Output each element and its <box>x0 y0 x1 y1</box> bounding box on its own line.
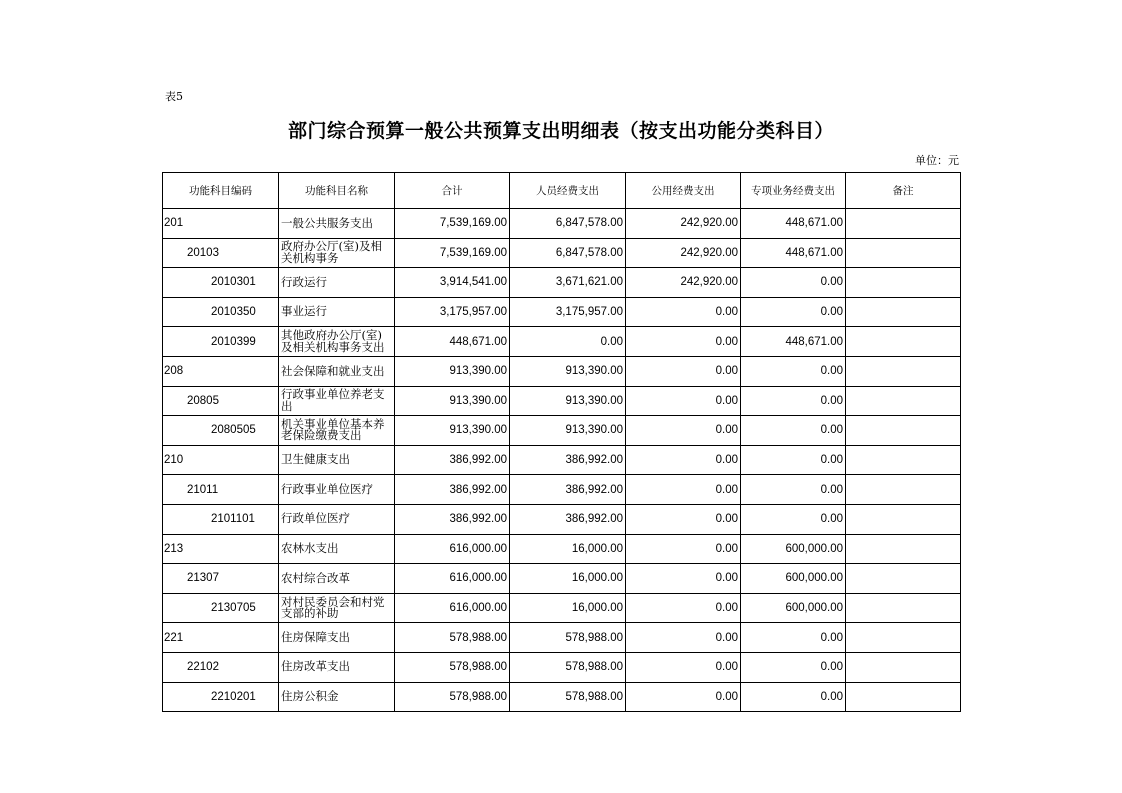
cell-total: 386,992.00 <box>395 475 510 505</box>
cell-personnel: 0.00 <box>510 327 626 357</box>
cell-name: 行政运行 <box>279 268 395 298</box>
cell-personnel: 16,000.00 <box>510 564 626 594</box>
cell-public: 0.00 <box>626 564 741 594</box>
cell-remark <box>846 445 961 475</box>
cell-remark <box>846 623 961 653</box>
cell-personnel: 913,390.00 <box>510 356 626 386</box>
cell-special: 600,000.00 <box>741 593 846 623</box>
table-tag: 表5 <box>165 90 183 103</box>
cell-code: 2101101 <box>163 504 279 534</box>
table-row <box>163 327 961 357</box>
table-row <box>163 534 961 564</box>
cell-public: 0.00 <box>626 623 741 653</box>
cell-special: 448,671.00 <box>741 209 846 239</box>
cell-total: 386,992.00 <box>395 445 510 475</box>
cell-special: 0.00 <box>741 652 846 682</box>
column-header-public: 公用经费支出 <box>626 173 741 209</box>
cell-public: 0.00 <box>626 386 741 416</box>
cell-name: 行政事业单位医疗 <box>279 475 395 505</box>
cell-remark <box>846 534 961 564</box>
cell-name: 机关事业单位基本养老保险缴费支出 <box>279 416 395 446</box>
cell-personnel: 16,000.00 <box>510 534 626 564</box>
cell-public: 0.00 <box>626 593 741 623</box>
cell-name: 卫生健康支出 <box>279 445 395 475</box>
cell-remark <box>846 268 961 298</box>
cell-code: 20103 <box>163 238 279 268</box>
table-row <box>163 623 961 653</box>
cell-personnel: 578,988.00 <box>510 682 626 712</box>
cell-special: 0.00 <box>741 504 846 534</box>
table-body <box>163 209 961 712</box>
cell-remark <box>846 475 961 505</box>
expenditure-table <box>162 172 961 712</box>
column-header-special: 专项业务经费支出 <box>741 173 846 209</box>
cell-total: 448,671.00 <box>395 327 510 357</box>
cell-special: 0.00 <box>741 416 846 446</box>
table-row <box>163 445 961 475</box>
table-row <box>163 386 961 416</box>
cell-remark <box>846 682 961 712</box>
cell-name: 农林水支出 <box>279 534 395 564</box>
cell-name: 行政事业单位养老支出 <box>279 386 395 416</box>
cell-code: 2010350 <box>163 297 279 327</box>
table-row <box>163 297 961 327</box>
cell-remark <box>846 564 961 594</box>
column-header-remark: 备注 <box>846 173 961 209</box>
cell-code: 201 <box>163 209 279 239</box>
cell-personnel: 578,988.00 <box>510 652 626 682</box>
cell-name: 住房改革支出 <box>279 652 395 682</box>
cell-code: 208 <box>163 356 279 386</box>
cell-special: 448,671.00 <box>741 238 846 268</box>
cell-public: 0.00 <box>626 297 741 327</box>
cell-total: 3,175,957.00 <box>395 297 510 327</box>
cell-special: 0.00 <box>741 445 846 475</box>
cell-public: 0.00 <box>626 652 741 682</box>
table-row <box>163 593 961 623</box>
cell-personnel: 3,671,621.00 <box>510 268 626 298</box>
cell-total: 578,988.00 <box>395 623 510 653</box>
cell-special: 0.00 <box>741 356 846 386</box>
cell-public: 0.00 <box>626 504 741 534</box>
column-header-personnel: 人员经费支出 <box>510 173 626 209</box>
cell-total: 616,000.00 <box>395 564 510 594</box>
cell-name: 对村民委员会和村党支部的补助 <box>279 593 395 623</box>
cell-name: 住房公积金 <box>279 682 395 712</box>
cell-total: 913,390.00 <box>395 356 510 386</box>
page-title: 部门综合预算一般公共预算支出明细表（按支出功能分类科目） <box>287 120 834 142</box>
cell-personnel: 16,000.00 <box>510 593 626 623</box>
cell-code: 22102 <box>163 652 279 682</box>
cell-special: 0.00 <box>741 386 846 416</box>
cell-personnel: 913,390.00 <box>510 416 626 446</box>
cell-name: 事业运行 <box>279 297 395 327</box>
cell-remark <box>846 209 961 239</box>
cell-name: 其他政府办公厅(室)及相关机构事务支出 <box>279 327 395 357</box>
cell-special: 600,000.00 <box>741 534 846 564</box>
cell-special: 0.00 <box>741 268 846 298</box>
cell-remark <box>846 593 961 623</box>
cell-code: 221 <box>163 623 279 653</box>
cell-public: 242,920.00 <box>626 268 741 298</box>
cell-total: 913,390.00 <box>395 416 510 446</box>
table-row <box>163 652 961 682</box>
cell-total: 578,988.00 <box>395 682 510 712</box>
cell-code: 20805 <box>163 386 279 416</box>
cell-total: 616,000.00 <box>395 534 510 564</box>
cell-total: 913,390.00 <box>395 386 510 416</box>
column-header-name: 功能科目名称 <box>279 173 395 209</box>
table-row <box>163 209 961 239</box>
table-row <box>163 475 961 505</box>
cell-public: 0.00 <box>626 445 741 475</box>
cell-personnel: 6,847,578.00 <box>510 238 626 268</box>
cell-name: 行政单位医疗 <box>279 504 395 534</box>
column-header-total: 合计 <box>395 173 510 209</box>
table-row <box>163 356 961 386</box>
cell-remark <box>846 504 961 534</box>
table-row <box>163 238 961 268</box>
cell-remark <box>846 327 961 357</box>
cell-special: 0.00 <box>741 475 846 505</box>
cell-code: 2080505 <box>163 416 279 446</box>
cell-remark <box>846 297 961 327</box>
cell-code: 213 <box>163 534 279 564</box>
cell-name: 住房保障支出 <box>279 623 395 653</box>
cell-special: 448,671.00 <box>741 327 846 357</box>
cell-code: 2010301 <box>163 268 279 298</box>
cell-name: 政府办公厅(室)及相关机构事务 <box>279 238 395 268</box>
cell-special: 0.00 <box>741 297 846 327</box>
cell-total: 7,539,169.00 <box>395 238 510 268</box>
cell-remark <box>846 356 961 386</box>
cell-special: 0.00 <box>741 623 846 653</box>
table-row <box>163 504 961 534</box>
cell-code: 2130705 <box>163 593 279 623</box>
cell-code: 2210201 <box>163 682 279 712</box>
cell-name: 社会保障和就业支出 <box>279 356 395 386</box>
cell-personnel: 386,992.00 <box>510 445 626 475</box>
cell-total: 616,000.00 <box>395 593 510 623</box>
cell-remark <box>846 386 961 416</box>
cell-remark <box>846 238 961 268</box>
cell-code: 21011 <box>163 475 279 505</box>
cell-personnel: 386,992.00 <box>510 475 626 505</box>
column-header-code: 功能科目编码 <box>163 173 279 209</box>
cell-personnel: 386,992.00 <box>510 504 626 534</box>
table-row <box>163 682 961 712</box>
cell-public: 242,920.00 <box>626 238 741 268</box>
table-row <box>163 268 961 298</box>
cell-code: 2010399 <box>163 327 279 357</box>
cell-public: 242,920.00 <box>626 209 741 239</box>
cell-name: 一般公共服务支出 <box>279 209 395 239</box>
cell-remark <box>846 416 961 446</box>
cell-code: 21307 <box>163 564 279 594</box>
cell-special: 600,000.00 <box>741 564 846 594</box>
cell-total: 3,914,541.00 <box>395 268 510 298</box>
cell-public: 0.00 <box>626 475 741 505</box>
cell-public: 0.00 <box>626 356 741 386</box>
cell-personnel: 6,847,578.00 <box>510 209 626 239</box>
cell-total: 7,539,169.00 <box>395 209 510 239</box>
cell-public: 0.00 <box>626 416 741 446</box>
cell-personnel: 913,390.00 <box>510 386 626 416</box>
table-header-row <box>163 173 961 209</box>
cell-personnel: 578,988.00 <box>510 623 626 653</box>
cell-code: 210 <box>163 445 279 475</box>
cell-public: 0.00 <box>626 682 741 712</box>
cell-public: 0.00 <box>626 534 741 564</box>
table-row <box>163 416 961 446</box>
cell-public: 0.00 <box>626 327 741 357</box>
cell-personnel: 3,175,957.00 <box>510 297 626 327</box>
cell-total: 578,988.00 <box>395 652 510 682</box>
table-row <box>163 564 961 594</box>
cell-remark <box>846 652 961 682</box>
unit-label: 单位：元 <box>915 154 959 167</box>
cell-total: 386,992.00 <box>395 504 510 534</box>
cell-special: 0.00 <box>741 682 846 712</box>
cell-name: 农村综合改革 <box>279 564 395 594</box>
